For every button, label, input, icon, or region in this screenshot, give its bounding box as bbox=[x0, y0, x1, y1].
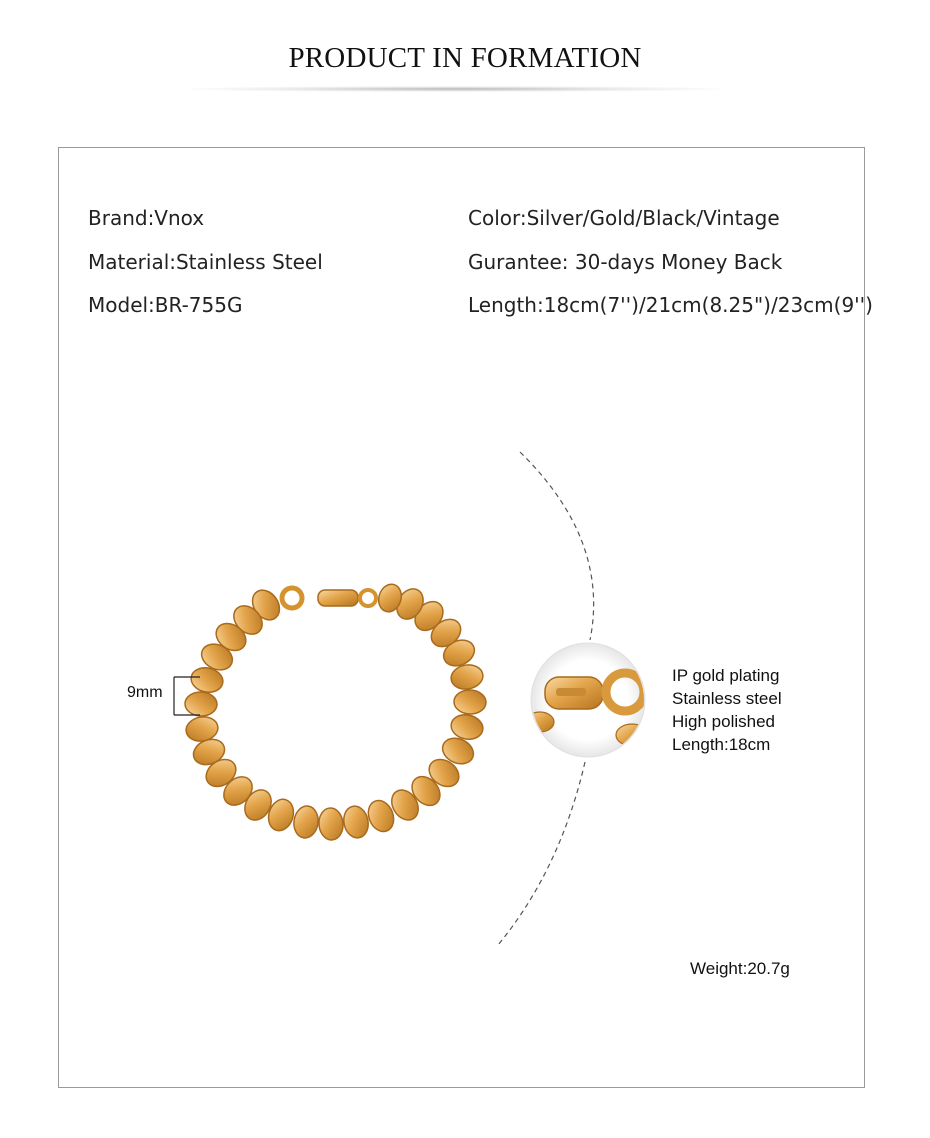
material-text: Material:Stainless Steel bbox=[88, 250, 323, 274]
brand-text: Brand:Vnox bbox=[88, 206, 205, 230]
guarantee-text: Gurantee: 30-days Money Back bbox=[468, 250, 783, 274]
spec-length: Length:18cm bbox=[672, 735, 771, 754]
width-label: 9mm bbox=[127, 684, 163, 701]
page-title: PRODUCT IN FORMATION bbox=[288, 42, 642, 74]
length-text: Length:18cm(7'')/21cm(8.25")/23cm(9'') bbox=[468, 293, 873, 317]
bracelet-clasp bbox=[282, 588, 376, 608]
spec-list bbox=[672, 664, 782, 756]
spec-material: Stainless steel bbox=[672, 689, 782, 708]
model-text: Model:BR-755G bbox=[88, 293, 243, 317]
clasp-zoom-circle bbox=[526, 643, 648, 757]
color-text: Color:Silver/Gold/Black/Vintage bbox=[468, 206, 780, 230]
bracelet-chain bbox=[184, 581, 486, 841]
dashed-arc bbox=[520, 452, 594, 640]
weight-text: Weight:20.7g bbox=[690, 959, 790, 978]
spec-finish: High polished bbox=[672, 712, 776, 731]
spec-plating: IP gold plating bbox=[672, 666, 780, 685]
dashed-arc-lower bbox=[498, 762, 585, 945]
